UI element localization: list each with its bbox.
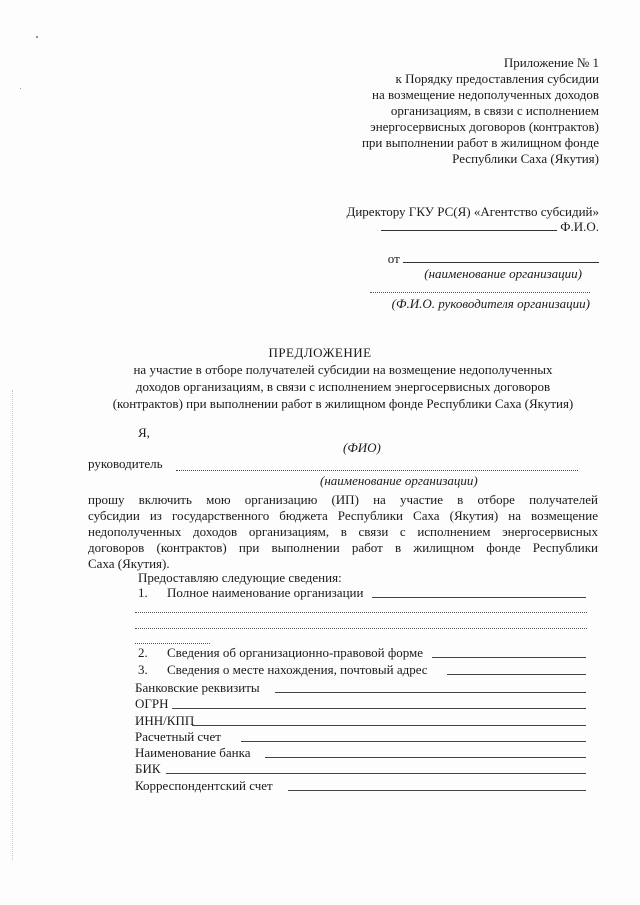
scan-speck xyxy=(20,88,21,89)
i-label: Я, xyxy=(138,425,150,440)
subtitle-line: (контрактов) при выполнении работ в жилищном фонде Республики Саха (Якутия) xyxy=(112,396,574,411)
address-field[interactable] xyxy=(447,674,586,675)
bank-name-field[interactable] xyxy=(265,757,586,758)
head-name-field[interactable] xyxy=(370,292,590,293)
corr-account-field[interactable] xyxy=(288,790,586,791)
head-label: руководитель xyxy=(88,456,163,471)
item-label: Сведения об организационно-правовой форме xyxy=(167,645,424,660)
org-name-field[interactable] xyxy=(372,597,586,598)
item-number: 2. xyxy=(138,645,148,660)
bank-requisites-field[interactable] xyxy=(275,692,586,693)
from-row xyxy=(269,251,599,267)
appendix-line: организациям, в связи с исполнением xyxy=(390,103,599,118)
request-paragraph xyxy=(88,492,598,572)
item-number: 3. xyxy=(138,662,148,677)
ogrn-field[interactable] xyxy=(172,708,586,709)
appendix-line: энергосервисных договоров (контрактов) xyxy=(370,119,599,134)
request-line: субсидии из государственного бюджета Республики Саха (Якутия) на возмещение xyxy=(88,508,598,523)
director-fio-field[interactable] xyxy=(381,230,557,231)
subtitle-line: доходов организациям, в связи с исполнением энергосервисных договоров xyxy=(135,379,551,394)
bank-name-label: Наименование банка xyxy=(135,745,251,760)
bik-label: БИК xyxy=(135,761,161,776)
director-fio-row xyxy=(269,219,599,235)
appendix-line: на возмещение недополученных доходов xyxy=(371,87,599,102)
org-name-field-line2[interactable] xyxy=(135,612,587,613)
head-caption: (Ф.И.О. руководителя организации) xyxy=(391,296,590,311)
ogrn-label: ОГРН xyxy=(135,696,169,711)
from-org-field[interactable] xyxy=(403,262,599,263)
fio-caption: (ФИО) xyxy=(343,440,381,455)
legal-form-field[interactable] xyxy=(432,657,586,658)
head-org-field[interactable] xyxy=(176,470,578,471)
addressee-line: Директору ГКУ РС(Я) «Агентство субсидий» xyxy=(346,204,599,219)
bank-requisites-label: Банковские реквизиты xyxy=(135,680,260,695)
document-subtitle xyxy=(88,361,598,412)
from-label: от xyxy=(387,251,400,266)
appendix-line: к Порядку предоставления субсидии xyxy=(395,71,599,86)
head-org-caption: (наименование организации) xyxy=(320,473,478,488)
provide-label: Предоставляю следующие сведения: xyxy=(138,570,342,585)
corr-account-label: Корреспондентский счет xyxy=(135,778,273,793)
bik-field[interactable] xyxy=(166,773,586,774)
appendix-line: при выполнении работ в жилищном фонде xyxy=(361,135,599,150)
request-line: Саха (Якутия). xyxy=(88,556,170,571)
appendix-line: Республики Саха (Якутия) xyxy=(452,151,599,166)
item-label: Полное наименование организации xyxy=(167,585,364,600)
item-label: Сведения о месте нахождения, почтовый адрес xyxy=(167,662,428,677)
account-field[interactable] xyxy=(241,741,586,742)
document-title: ПРЕДЛОЖЕНИЕ xyxy=(268,345,372,360)
appendix-line: Приложение № 1 xyxy=(503,55,599,70)
request-line: договоров (контрактов) при выполнении работ в жилищном фонде Республики xyxy=(88,540,598,555)
request-line: прошу включить мою организацию (ИП) на участие в отборе получателей xyxy=(88,492,598,507)
org-name-field-line3[interactable] xyxy=(135,628,587,629)
inn-kpp-label: ИНН/КПП xyxy=(135,713,195,728)
item-number: 1. xyxy=(138,585,148,600)
scan-speck xyxy=(36,36,38,38)
org-caption: (наименование организации) xyxy=(424,266,582,281)
request-line: недополученных доходов организациям, в связи с исполнением энергосервисных xyxy=(88,524,598,539)
subtitle-line: на участие в отборе получателей субсидии на возмещение недополученных xyxy=(133,362,553,377)
scan-edge-line xyxy=(12,390,14,860)
appendix-header xyxy=(299,55,599,167)
account-label: Расчетный счет xyxy=(135,729,221,744)
inn-kpp-field[interactable] xyxy=(192,725,586,726)
org-name-field-line4[interactable] xyxy=(135,643,210,644)
director-fio-label: Ф.И.О. xyxy=(560,219,599,234)
